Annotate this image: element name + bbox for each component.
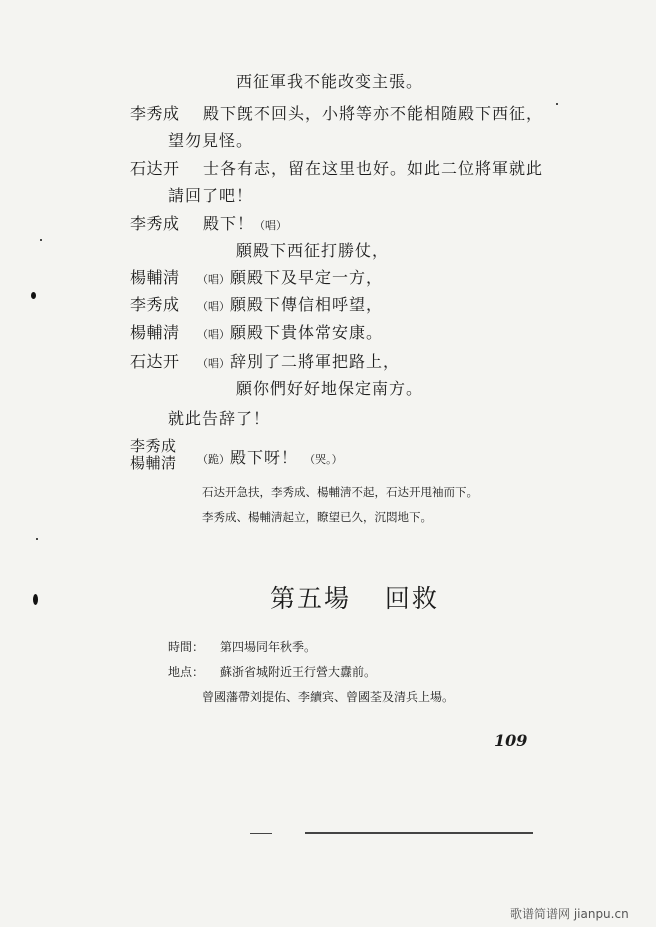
stage-cue: （唱）: [197, 273, 230, 286]
entrance-direction: 曾國藩帶刘提佑、李續宾、曾國荃及清兵上場。: [202, 690, 455, 704]
scan-speck: [31, 292, 36, 299]
speaker-name: 石达开: [130, 352, 180, 371]
stage-cue: （唱）: [254, 219, 288, 232]
speaker-name: 李秀成: [130, 295, 180, 314]
scan-line: [305, 832, 533, 834]
dialogue-text: 辞別了二將軍把路上，: [230, 352, 401, 371]
dialogue-line: 望勿見怪。: [168, 131, 254, 150]
dialogue-text: 殿下呀！: [230, 448, 299, 467]
dialogue-line: 就此告辞了！: [168, 409, 271, 428]
scene-name: 回救: [384, 584, 439, 613]
scene-title: [270, 584, 439, 614]
scan-speck: [40, 239, 42, 241]
speaker-name: 石达开: [130, 159, 180, 178]
speaker-name: 楊輔淸: [130, 268, 180, 287]
stage-cue: （唱）: [197, 328, 230, 341]
dialogue-text: 殿下！: [203, 214, 255, 233]
stage-cue: （跪）: [197, 453, 230, 466]
dialogue-line: 願殿下西征打勝仗，: [236, 241, 390, 260]
page-number: 109: [494, 731, 528, 750]
dialogue-line: [197, 352, 400, 374]
scan-speck: [556, 103, 558, 105]
speaker-name: 李秀成: [130, 214, 180, 233]
scan-speck: [33, 594, 38, 605]
dialogue-line: [197, 268, 383, 290]
place-label: 地点：: [168, 665, 205, 679]
scene-number: 第五場: [270, 584, 352, 613]
stage-direction: 李秀成、楊輔淸起立，瞭望已久，沉悶地下。: [202, 510, 432, 524]
speaker-pair: [130, 438, 177, 472]
dialogue-line: 西征軍我不能改变主張。: [236, 72, 424, 91]
dialogue-line: 請回了吧！: [168, 186, 254, 205]
place-value: 蘇浙省城附近王行營大纛前。: [220, 665, 377, 679]
time-value: 第四場同年秋季。: [220, 640, 317, 654]
stage-cue: （唱）: [197, 357, 230, 370]
dialogue-line: 殿下旣不回头，小將等亦不能相随殿下西征，: [203, 104, 544, 123]
stage-cue: （哭。）: [304, 453, 343, 466]
dialogue-line: 士各有志，留在这里也好。如此二位將軍就此: [203, 159, 544, 178]
stage-cue: （唱）: [197, 300, 230, 313]
dialogue-line: [197, 323, 383, 345]
dialogue-line: 願你們好好地保定南方。: [236, 379, 424, 398]
scan-speck: [36, 538, 38, 540]
time-label: 時間：: [168, 640, 205, 654]
dialogue-text: 願殿下及早定一方，: [230, 268, 384, 287]
dialogue-line: [203, 214, 287, 236]
stage-direction: 石达开急扶，李秀成、楊輔淸不起，石达开甩袖而下。: [202, 485, 478, 499]
dialogue-text: 願殿下傳信相呼望，: [230, 295, 384, 314]
dialogue-line: [197, 295, 383, 317]
dialogue-text: 願殿下貴体常安康。: [230, 323, 384, 342]
speaker-name: 李秀成: [130, 437, 177, 455]
scan-line: [250, 833, 272, 834]
speaker-name: 楊輔淸: [130, 454, 177, 472]
watermark: 歌谱简谱网 jianpu.cn: [510, 907, 629, 921]
speaker-name: 楊輔淸: [130, 323, 180, 342]
dialogue-line: [197, 448, 343, 470]
speaker-name: 李秀成: [130, 104, 180, 123]
